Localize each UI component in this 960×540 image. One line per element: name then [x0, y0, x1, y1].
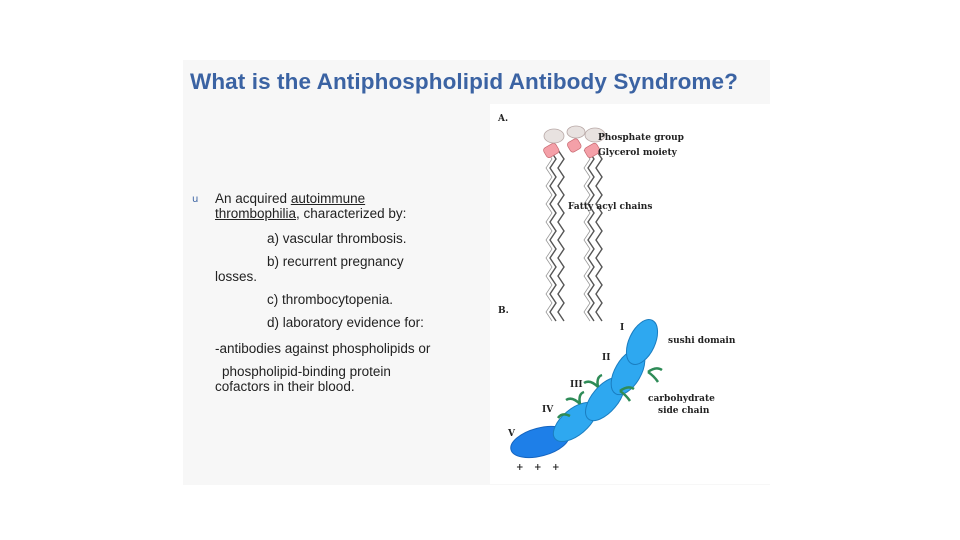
glycerol-moiety	[566, 138, 582, 154]
thrombophilia-term: thrombophilia	[215, 206, 297, 221]
carbohydrate-label-line-1: carbohydrate	[648, 394, 715, 404]
panel-b-label: B.	[498, 306, 509, 316]
autoimmune-term: autoimmune	[290, 191, 366, 206]
phospholipid-left	[542, 129, 564, 321]
phosphate-head	[544, 129, 564, 143]
domain-numeral-iii: III	[570, 380, 583, 390]
glycerol-moiety	[542, 142, 560, 159]
carbohydrate-side-chain	[566, 392, 584, 404]
positive-charge: +	[534, 463, 542, 473]
positive-charge: +	[552, 463, 560, 473]
item-b-line-2: losses.	[215, 269, 258, 284]
carbohydrate-side-chain	[584, 375, 602, 387]
item-c: c) thrombocytopenia.	[267, 292, 394, 307]
intro-suffix: , characterized by:	[296, 206, 407, 221]
evidence-line-3: cofactors in their blood.	[215, 379, 355, 394]
fatty-acyl-chain	[558, 150, 564, 321]
intro-line-1	[215, 191, 365, 206]
fatty-acyl-chains-label: Fatty acyl chains	[568, 202, 653, 212]
phospholipid-middle	[566, 126, 585, 153]
beta2-glycoprotein-chain	[507, 315, 664, 464]
positive-charge: +	[516, 463, 524, 473]
item-a: a) vascular thrombosis.	[267, 231, 407, 246]
molecule-figure	[490, 104, 770, 484]
carbohydrate-side-chain	[648, 368, 662, 382]
phosphate-head	[567, 126, 585, 138]
intro-prefix: An acquired	[215, 191, 291, 206]
evidence-line-1: -antibodies against phospholipids or	[215, 341, 431, 356]
domain-numeral-iv: IV	[542, 405, 554, 415]
domain-numeral-ii: II	[602, 353, 611, 363]
glycerol-moiety-label: Glycerol moiety	[598, 148, 677, 158]
figure-svg	[490, 104, 770, 484]
domain-numeral-i: I	[620, 323, 625, 333]
intro-line-2	[215, 206, 406, 221]
item-d: d) laboratory evidence for:	[267, 315, 424, 330]
phosphate-group-label: Phosphate group	[598, 133, 684, 143]
carbohydrate-label-line-2: side chain	[658, 406, 710, 416]
item-b-line-1: b) recurrent pregnancy	[267, 254, 404, 269]
evidence-line-2: phospholipid-binding protein	[222, 364, 391, 379]
fatty-acyl-chain	[596, 150, 602, 321]
bullet-marker: u	[192, 194, 199, 205]
sushi-domain-label: sushi domain	[668, 336, 736, 346]
domain-numeral-v: V	[508, 429, 515, 439]
slide-title: What is the Antiphospholipid Antibody Syndrome?	[190, 69, 738, 94]
panel-a-label: A.	[498, 114, 509, 124]
